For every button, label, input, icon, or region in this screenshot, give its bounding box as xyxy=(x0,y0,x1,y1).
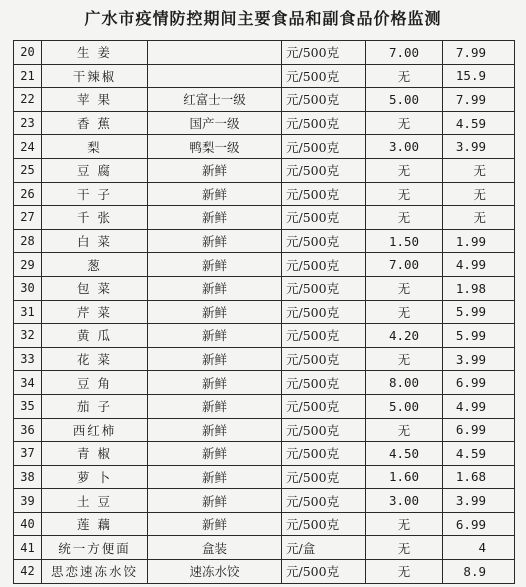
table-row xyxy=(14,88,515,112)
item-spec-cell: 新鲜 xyxy=(148,253,282,277)
row-number-cell: 42 xyxy=(14,560,42,584)
item-name-cell: 苹 果 xyxy=(42,88,148,112)
item-spec-cell: 新鲜 xyxy=(148,371,282,395)
price-2-cell: 1.98 xyxy=(443,276,515,300)
item-name-cell: 茄 子 xyxy=(42,394,148,418)
price-2-cell: 7.99 xyxy=(443,88,515,112)
price-2-cell: 5.99 xyxy=(443,324,515,348)
price-2-cell: 无 xyxy=(443,206,515,230)
unit-cell: 元/500克 xyxy=(282,442,366,466)
item-name-cell: 莲 藕 xyxy=(42,512,148,536)
item-name-cell: 生 姜 xyxy=(42,41,148,65)
table-row xyxy=(14,512,515,536)
price-2-cell: 3.99 xyxy=(443,135,515,159)
row-number-cell: 34 xyxy=(14,371,42,395)
row-number-cell: 24 xyxy=(14,135,42,159)
unit-cell: 元/500克 xyxy=(282,111,366,135)
price-1-cell: 5.00 xyxy=(366,88,443,112)
price-2-cell: 4 xyxy=(443,536,515,560)
unit-cell: 元/500克 xyxy=(282,182,366,206)
row-number-cell: 29 xyxy=(14,253,42,277)
price-1-cell: 7.00 xyxy=(366,253,443,277)
row-number-cell: 20 xyxy=(14,41,42,65)
price-1-cell: 无 xyxy=(366,158,443,182)
unit-cell: 元/500克 xyxy=(282,135,366,159)
price-table xyxy=(13,40,515,584)
item-spec-cell: 国产一级 xyxy=(148,111,282,135)
table-row xyxy=(14,276,515,300)
price-1-cell: 4.20 xyxy=(366,324,443,348)
price-2-cell: 1.68 xyxy=(443,465,515,489)
item-spec-cell: 新鲜 xyxy=(148,324,282,348)
price-2-cell: 6.99 xyxy=(443,418,515,442)
item-name-cell: 青 椒 xyxy=(42,442,148,466)
price-2-cell: 5.99 xyxy=(443,300,515,324)
table-row xyxy=(14,135,515,159)
item-name-cell: 豆 腐 xyxy=(42,158,148,182)
price-2-cell: 1.99 xyxy=(443,229,515,253)
price-1-cell: 无 xyxy=(366,300,443,324)
row-number-cell: 35 xyxy=(14,394,42,418)
price-1-cell: 无 xyxy=(366,512,443,536)
price-1-cell: 无 xyxy=(366,206,443,230)
table-row xyxy=(14,418,515,442)
price-1-cell: 3.00 xyxy=(366,489,443,513)
price-1-cell: 无 xyxy=(366,347,443,371)
table-row xyxy=(14,111,515,135)
item-spec-cell: 新鲜 xyxy=(148,465,282,489)
price-1-cell: 无 xyxy=(366,536,443,560)
item-name-cell: 梨 xyxy=(42,135,148,159)
unit-cell: 元/500克 xyxy=(282,394,366,418)
row-number-cell: 37 xyxy=(14,442,42,466)
unit-cell: 元/500克 xyxy=(282,88,366,112)
item-name-cell: 千 张 xyxy=(42,206,148,230)
row-number-cell: 25 xyxy=(14,158,42,182)
item-spec-cell: 新鲜 xyxy=(148,394,282,418)
row-number-cell: 23 xyxy=(14,111,42,135)
table-row xyxy=(14,347,515,371)
row-number-cell: 27 xyxy=(14,206,42,230)
price-1-cell: 无 xyxy=(366,182,443,206)
table-row xyxy=(14,465,515,489)
price-1-cell: 8.00 xyxy=(366,371,443,395)
table-row xyxy=(14,442,515,466)
price-1-cell: 无 xyxy=(366,560,443,584)
price-1-cell: 4.50 xyxy=(366,442,443,466)
item-spec-cell: 新鲜 xyxy=(148,182,282,206)
price-1-cell: 7.00 xyxy=(366,41,443,65)
item-name-cell: 葱 xyxy=(42,253,148,277)
item-name-cell: 花 菜 xyxy=(42,347,148,371)
unit-cell: 元/500克 xyxy=(282,276,366,300)
price-2-cell: 7.99 xyxy=(443,41,515,65)
price-2-cell: 8.9 xyxy=(443,560,515,584)
unit-cell: 元/500克 xyxy=(282,489,366,513)
item-name-cell: 统一方便面 xyxy=(42,536,148,560)
price-2-cell: 4.59 xyxy=(443,111,515,135)
item-name-cell: 芹 菜 xyxy=(42,300,148,324)
table-row xyxy=(14,64,515,88)
unit-cell: 元/500克 xyxy=(282,347,366,371)
item-spec-cell xyxy=(148,64,282,88)
table-row xyxy=(14,560,515,584)
price-1-cell: 无 xyxy=(366,276,443,300)
row-number-cell: 30 xyxy=(14,276,42,300)
item-name-cell: 白 菜 xyxy=(42,229,148,253)
row-number-cell: 26 xyxy=(14,182,42,206)
table-row xyxy=(14,489,515,513)
item-spec-cell: 新鲜 xyxy=(148,347,282,371)
unit-cell: 元/500克 xyxy=(282,418,366,442)
table-row xyxy=(14,41,515,65)
item-spec-cell: 新鲜 xyxy=(148,206,282,230)
row-number-cell: 32 xyxy=(14,324,42,348)
unit-cell: 元/500克 xyxy=(282,324,366,348)
item-spec-cell: 盒装 xyxy=(148,536,282,560)
price-2-cell: 6.99 xyxy=(443,371,515,395)
price-2-cell: 无 xyxy=(443,158,515,182)
unit-cell: 元/500克 xyxy=(282,371,366,395)
unit-cell: 元/500克 xyxy=(282,512,366,536)
price-2-cell: 3.99 xyxy=(443,489,515,513)
table-row xyxy=(14,394,515,418)
table-row xyxy=(14,300,515,324)
price-1-cell: 3.00 xyxy=(366,135,443,159)
row-number-cell: 38 xyxy=(14,465,42,489)
price-2-cell: 4.99 xyxy=(443,394,515,418)
item-name-cell: 黄 瓜 xyxy=(42,324,148,348)
table-row xyxy=(14,206,515,230)
item-name-cell: 土 豆 xyxy=(42,489,148,513)
item-name-cell: 豆 角 xyxy=(42,371,148,395)
price-1-cell: 1.60 xyxy=(366,465,443,489)
item-spec-cell: 鸭梨一级 xyxy=(148,135,282,159)
table-row xyxy=(14,182,515,206)
row-number-cell: 22 xyxy=(14,88,42,112)
row-number-cell: 28 xyxy=(14,229,42,253)
unit-cell: 元/500克 xyxy=(282,64,366,88)
item-spec-cell: 新鲜 xyxy=(148,229,282,253)
item-spec-cell: 速冻水饺 xyxy=(148,560,282,584)
price-2-cell: 3.99 xyxy=(443,347,515,371)
price-2-cell: 15.9 xyxy=(443,64,515,88)
item-spec-cell: 新鲜 xyxy=(148,158,282,182)
item-name-cell: 干 子 xyxy=(42,182,148,206)
price-2-cell: 4.59 xyxy=(443,442,515,466)
row-number-cell: 39 xyxy=(14,489,42,513)
row-number-cell: 33 xyxy=(14,347,42,371)
price-1-cell: 无 xyxy=(366,64,443,88)
unit-cell: 元/500克 xyxy=(282,158,366,182)
item-spec-cell: 新鲜 xyxy=(148,442,282,466)
item-name-cell: 萝 卜 xyxy=(42,465,148,489)
unit-cell: 元/500克 xyxy=(282,41,366,65)
item-spec-cell: 红富士一级 xyxy=(148,88,282,112)
item-spec-cell: 新鲜 xyxy=(148,276,282,300)
table-row xyxy=(14,536,515,560)
unit-cell: 元/500克 xyxy=(282,229,366,253)
table-row xyxy=(14,158,515,182)
item-name-cell: 思恋速冻水饺 xyxy=(42,560,148,584)
unit-cell: 元/500克 xyxy=(282,206,366,230)
item-spec-cell: 新鲜 xyxy=(148,489,282,513)
unit-cell: 元/500克 xyxy=(282,300,366,324)
item-name-cell: 香 蕉 xyxy=(42,111,148,135)
table-row xyxy=(14,253,515,277)
price-2-cell: 4.99 xyxy=(443,253,515,277)
item-name-cell: 包 菜 xyxy=(42,276,148,300)
row-number-cell: 40 xyxy=(14,512,42,536)
unit-cell: 元/500克 xyxy=(282,560,366,584)
table-row xyxy=(14,371,515,395)
table-row xyxy=(14,324,515,348)
row-number-cell: 36 xyxy=(14,418,42,442)
item-spec-cell: 新鲜 xyxy=(148,512,282,536)
unit-cell: 元/500克 xyxy=(282,465,366,489)
item-spec-cell: 新鲜 xyxy=(148,300,282,324)
price-1-cell: 1.50 xyxy=(366,229,443,253)
price-1-cell: 无 xyxy=(366,418,443,442)
item-name-cell: 干辣椒 xyxy=(42,64,148,88)
price-1-cell: 无 xyxy=(366,111,443,135)
table-row xyxy=(14,229,515,253)
row-number-cell: 21 xyxy=(14,64,42,88)
row-number-cell: 41 xyxy=(14,536,42,560)
price-2-cell: 无 xyxy=(443,182,515,206)
item-spec-cell: 新鲜 xyxy=(148,418,282,442)
item-spec-cell xyxy=(148,41,282,65)
price-1-cell: 5.00 xyxy=(366,394,443,418)
price-table-body xyxy=(14,41,515,584)
row-number-cell: 31 xyxy=(14,300,42,324)
unit-cell: 元/盒 xyxy=(282,536,366,560)
item-name-cell: 西红柿 xyxy=(42,418,148,442)
page-title: 广水市疫情防控期间主要食品和副食品价格监测 xyxy=(84,9,442,28)
price-2-cell: 6.99 xyxy=(443,512,515,536)
unit-cell: 元/500克 xyxy=(282,253,366,277)
